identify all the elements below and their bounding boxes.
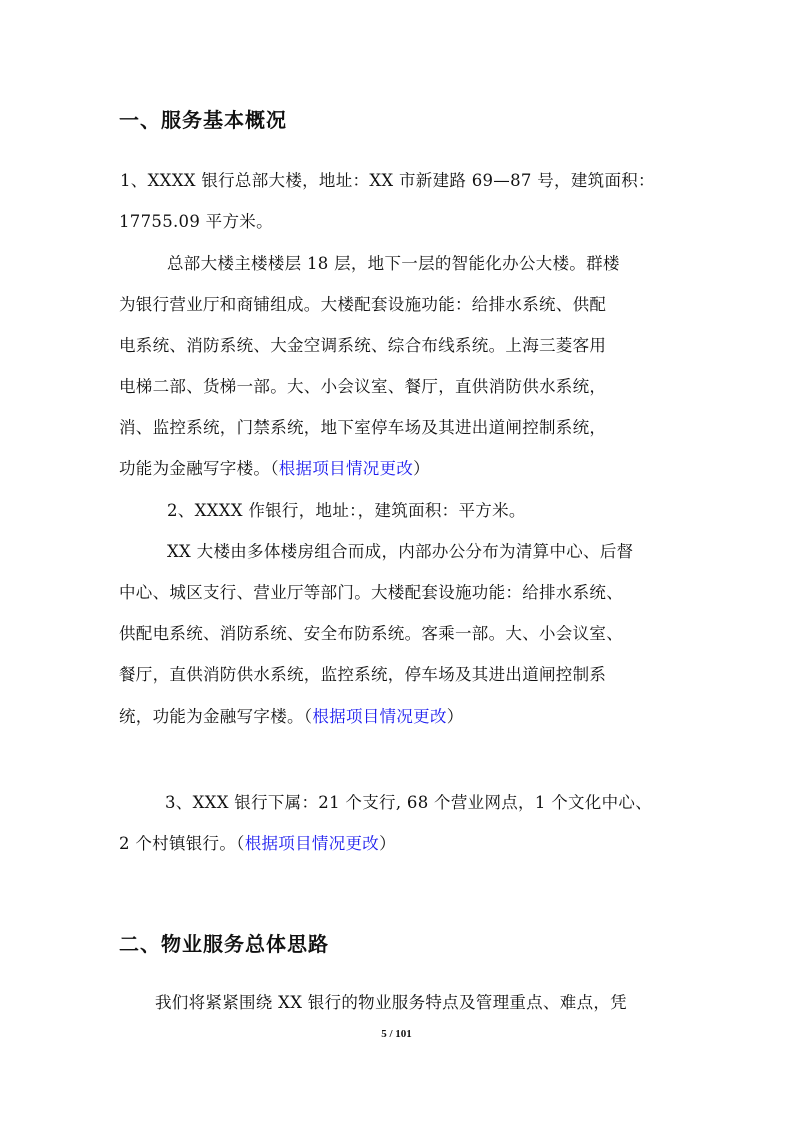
paragraph-line: 为银行营业厅和商铺组成。大楼配套设施功能：给排水系统、供配 xyxy=(119,295,607,314)
section-heading-2: 二、物业服务总体思路 xyxy=(119,932,329,956)
line-text: 2 个村镇银行。（ xyxy=(119,834,245,853)
line-text: ） xyxy=(413,459,430,478)
line-text: ） xyxy=(446,707,464,726)
paragraph-line: 电梯二部、货梯一部。大、小会议室、餐厅，直供消防供水系统， xyxy=(119,377,607,396)
paragraph-line: 消、监控系统，门禁系统，地下室停车场及其进出道闸控制系统， xyxy=(119,418,607,437)
paragraph-line: 1、XXXX 银行总部大楼，地址：XX 市新建路 69—87 号，建筑面积： xyxy=(120,171,655,190)
paragraph-line: 我们将紧紧围绕 XX 银行的物业服务特点及管理重点、难点，凭 xyxy=(155,993,627,1012)
paragraph-line: XX 大楼由多体楼房组合而成，内部办公分布为清算中心、后督 xyxy=(167,542,634,561)
paragraph-line xyxy=(119,455,430,479)
revision-note: 根据项目情况更改 xyxy=(244,834,380,853)
paragraph-line xyxy=(119,830,396,854)
paragraph-line: 餐厅，直供消防供水系统，监控系统，停车场及其进出道闸控制系 xyxy=(119,665,607,684)
paragraph-line: 总部大楼主楼楼层 18 层，地下一层的智能化办公大楼。群楼 xyxy=(167,254,620,273)
paragraph-line: 供配电系统、消防系统、安全布防系统。客乘一部。大、小会议室、 xyxy=(119,624,623,643)
section-heading-1: 一、服务基本概况 xyxy=(119,108,287,132)
paragraph-line: 17755.09 平方米。 xyxy=(119,212,273,231)
revision-note: 根据项目情况更改 xyxy=(278,459,414,478)
paragraph-line: 3、XXX 银行下属：21 个支行, 68 个营业网点，1 个文化中心、 xyxy=(165,793,652,812)
paragraph-line: 中心、城区支行、营业厅等部门。大楼配套设施功能：给排水系统、 xyxy=(119,583,623,602)
line-text: 统，功能为金融写字楼。（ xyxy=(119,707,313,726)
paragraph-line xyxy=(119,703,464,727)
line-text: 功能为金融写字楼。（ xyxy=(119,459,279,478)
revision-note: 根据项目情况更改 xyxy=(312,707,447,726)
page-number: 5 / 101 xyxy=(381,1028,412,1040)
line-text: ） xyxy=(379,834,396,853)
paragraph-line: 2、XXXX 作银行，地址：，建筑面积：平方米。 xyxy=(167,501,526,520)
paragraph-line: 电系统、消防系统、大金空调系统、综合布线系统。上海三菱客用 xyxy=(119,336,607,355)
